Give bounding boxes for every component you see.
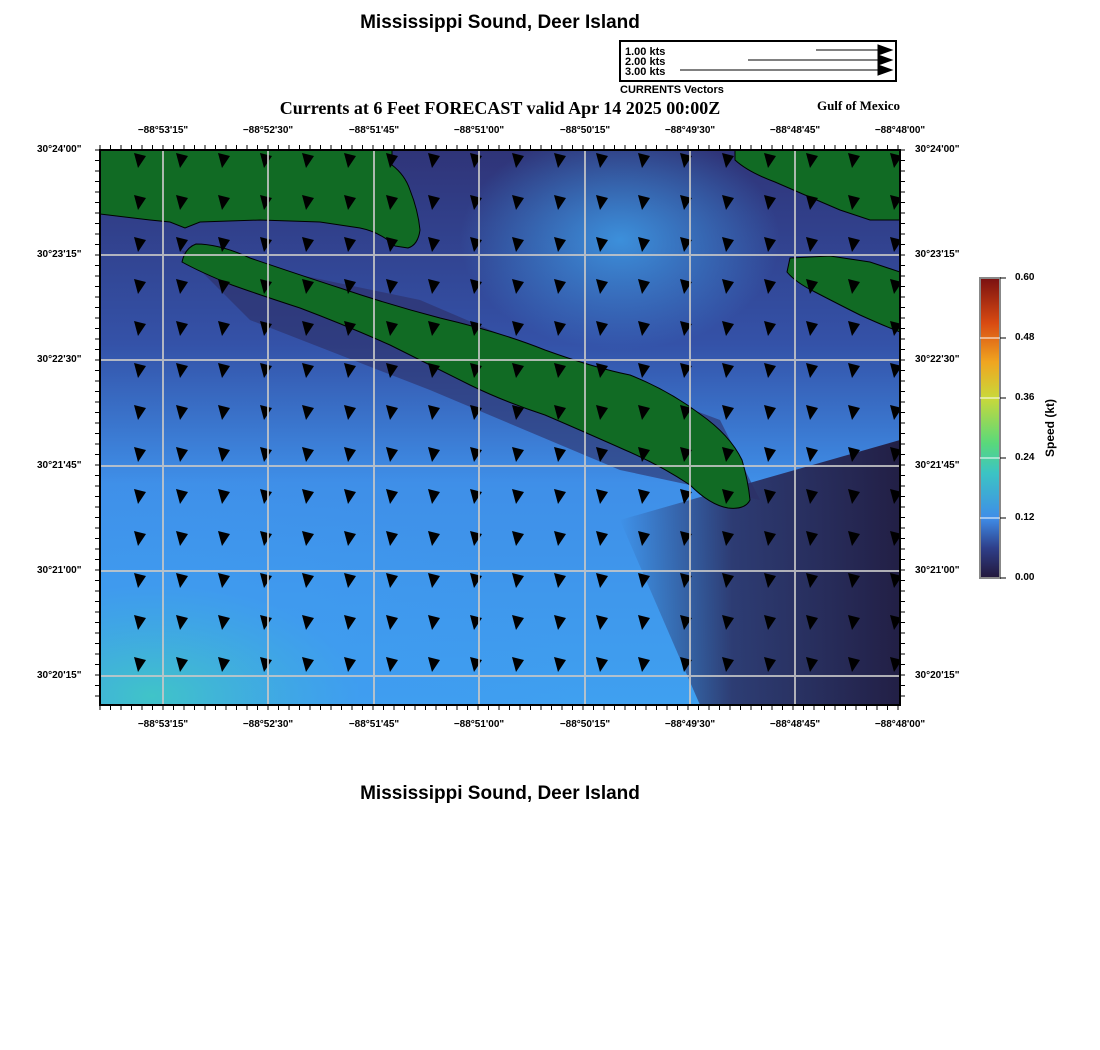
lon-tick-bottom: −88°49'30"	[664, 719, 716, 730]
colorbar-tick-label: 0.36	[1015, 392, 1035, 403]
lat-tick-right: 30°21'00"	[915, 565, 960, 576]
lat-tick-left: 30°21'00"	[37, 565, 82, 576]
lon-tick-bottom: −88°48'45"	[769, 719, 821, 730]
colorbar-tick-label: 0.60	[1015, 272, 1035, 283]
lon-tick-top: −88°52'30"	[242, 125, 294, 136]
lon-tick-bottom: −88°53'15"	[137, 719, 189, 730]
lon-tick-bottom: −88°50'15"	[559, 719, 611, 730]
lat-tick-left: 30°22'30"	[37, 354, 82, 365]
lat-tick-left: 30°21'45"	[37, 460, 82, 471]
colorbar	[980, 278, 1000, 578]
legend-entry-2: 2.00 kts	[625, 56, 666, 68]
lat-tick-right: 30°21'45"	[915, 460, 960, 471]
lat-tick-right: 30°22'30"	[915, 354, 960, 365]
legend-arrows	[680, 45, 892, 75]
lon-tick-top: −88°53'15"	[137, 125, 189, 136]
legend-entry-3: 3.00 kts	[625, 66, 666, 78]
lat-tick-right: 30°20'15"	[915, 670, 960, 681]
colorbar-tick-label: 0.00	[1015, 572, 1035, 583]
lon-tick-bottom: −88°48'00"	[874, 719, 926, 730]
lon-tick-bottom: −88°51'00"	[453, 719, 505, 730]
lat-tick-right: 30°24'00"	[915, 144, 960, 155]
lat-tick-left: 30°20'15"	[37, 670, 82, 681]
lon-tick-top: −88°48'45"	[769, 125, 821, 136]
legend-entry-1: 1.00 kts	[625, 46, 666, 58]
lon-tick-top: −88°49'30"	[664, 125, 716, 136]
footer-title: Mississippi Sound, Deer Island	[360, 783, 640, 804]
region-label: Gulf of Mexico	[816, 98, 900, 113]
colorbar-tick-label: 0.12	[1015, 512, 1035, 523]
colorbar-label: Speed (kt)	[1043, 398, 1057, 458]
map-title: Mississippi Sound, Deer Island	[360, 12, 640, 33]
legend-caption: CURRENTS Vectors	[620, 84, 724, 96]
lon-tick-bottom: −88°52'30"	[242, 719, 294, 730]
lat-tick-left: 30°24'00"	[37, 144, 82, 155]
lon-tick-top: −88°48'00"	[874, 125, 926, 136]
lat-tick-left: 30°23'15"	[37, 249, 82, 260]
lon-tick-top: −88°50'15"	[559, 125, 611, 136]
map-subtitle: Currents at 6 Feet FORECAST valid Apr 14 2025 00:00Z	[279, 98, 721, 118]
lon-tick-top: −88°51'00"	[453, 125, 505, 136]
map-area	[100, 130, 902, 710]
colorbar-tick-label: 0.24	[1015, 452, 1035, 463]
colorbar-tick-label: 0.48	[1015, 332, 1035, 343]
lon-tick-top: −88°51'45"	[348, 125, 400, 136]
lon-tick-bottom: −88°51'45"	[348, 719, 400, 730]
lat-tick-right: 30°23'15"	[915, 249, 960, 260]
